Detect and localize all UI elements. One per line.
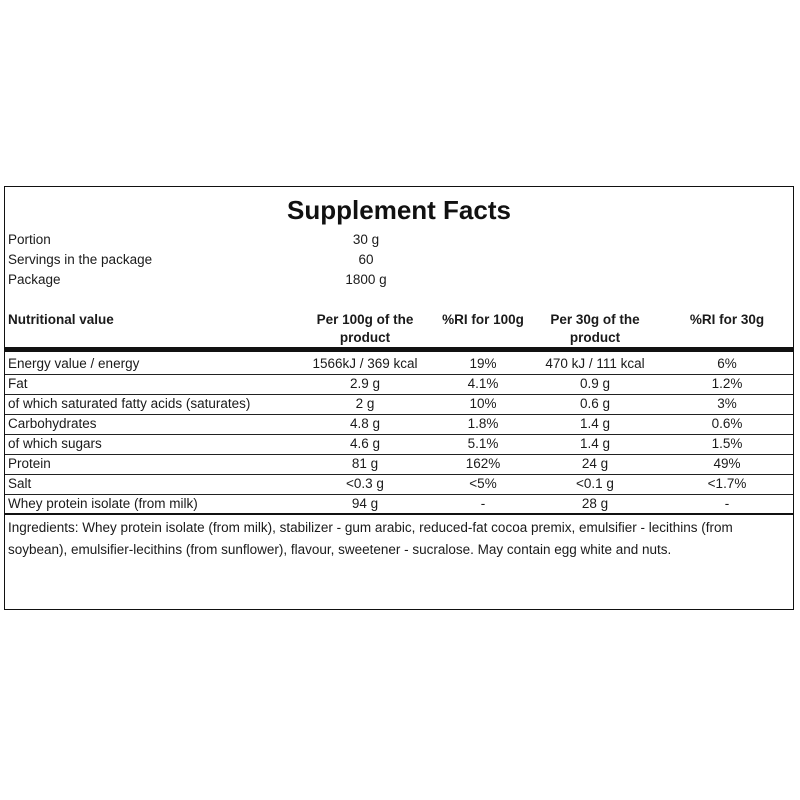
per-100g-value: 81 g (351, 456, 379, 471)
table-row (5, 374, 793, 394)
header-per-30g (535, 311, 655, 347)
ingredients-text: Ingredients: Whey protein isolate (from milk), stabilizer - gum arabic, reduced-fat cocoa premix, emulsifier - lecithins (from soybean), emulsifier-lecithins (from sunflower), flavour, sweetener - sucralose. May contain egg white and nuts. (8, 520, 733, 557)
nutrient-name: Whey protein isolate (from milk) (8, 496, 198, 511)
per-30g-value: 0.6 g (579, 396, 611, 411)
table-row (5, 394, 793, 414)
header-per-100g-line1: Per 100g of the (316, 312, 414, 327)
per-30g-value: 1.4 g (579, 436, 611, 451)
table-row (5, 454, 793, 474)
ingredients-divider (5, 513, 793, 515)
ri-30g-value: 49% (713, 456, 741, 471)
header-per-30g-line1: Per 30g of the (550, 312, 640, 327)
per-30g-value: <0.1 g (576, 476, 614, 491)
nutrient-name: Salt (8, 476, 32, 491)
table-row (5, 474, 793, 494)
per-30g-value: 1.4 g (579, 416, 611, 431)
nutrient-name: Fat (8, 376, 28, 391)
ri-100g-value: 10% (469, 396, 497, 411)
per-30g-value: 470 kJ / 111 kcal (545, 356, 645, 371)
info-label: Package (8, 272, 61, 287)
info-label: Portion (8, 232, 51, 247)
header-divider (5, 347, 793, 352)
header-per-30g-line2: product (569, 330, 621, 345)
ri-30g-value: 6% (717, 356, 737, 371)
per-100g-value: 94 g (351, 496, 379, 511)
info-value: 1800 g (345, 272, 387, 287)
info-value: 60 (358, 252, 374, 267)
nutrient-name: Energy value / energy (8, 356, 140, 371)
table-header (5, 311, 793, 347)
ri-100g-value: 19% (469, 356, 497, 371)
ri-100g-value: 1.8% (467, 416, 499, 431)
table-row (5, 354, 793, 374)
ri-30g-value: - (724, 496, 730, 511)
per-100g-value: 2 g (355, 396, 375, 411)
ri-100g-value: 162% (465, 456, 501, 471)
per-30g-value: 24 g (581, 456, 609, 471)
ri-100g-value: 5.1% (467, 436, 499, 451)
info-value: 30 g (352, 232, 380, 247)
table-row (5, 414, 793, 434)
nutrient-name: Protein (8, 456, 51, 471)
header-per-100g (305, 311, 425, 347)
per-100g-value: 4.6 g (349, 436, 381, 451)
ri-100g-value: - (480, 496, 486, 511)
table-row (5, 494, 793, 514)
panel-title: Supplement Facts (287, 195, 511, 225)
nutrient-name: of which sugars (8, 436, 102, 451)
per-100g-value: 1566kJ / 369 kcal (312, 356, 418, 371)
header-per-100g-line2: product (339, 330, 391, 345)
per-100g-value: 2.9 g (349, 376, 381, 391)
header-ri-30g: %RI for 30g (689, 312, 765, 327)
info-label: Servings in the package (8, 252, 153, 267)
ri-30g-value: <1.7% (707, 476, 747, 491)
nutrient-name: of which saturated fatty acids (saturates) (8, 396, 251, 411)
supplement-facts-panel (4, 186, 794, 610)
table-row (5, 434, 793, 454)
ri-30g-value: 1.5% (711, 436, 743, 451)
per-30g-value: 0.9 g (579, 376, 611, 391)
per-30g-value: 28 g (581, 496, 609, 511)
nutrient-name: Carbohydrates (8, 416, 97, 431)
per-100g-value: <0.3 g (346, 476, 384, 491)
ri-100g-value: <5% (469, 476, 497, 491)
per-100g-value: 4.8 g (349, 416, 381, 431)
ri-30g-value: 1.2% (711, 376, 743, 391)
ri-30g-value: 0.6% (711, 416, 743, 431)
ri-100g-value: 4.1% (467, 376, 499, 391)
header-nutritional-value: Nutritional value (8, 312, 114, 327)
ri-30g-value: 3% (717, 396, 737, 411)
header-ri-100g: %RI for 100g (442, 312, 524, 327)
